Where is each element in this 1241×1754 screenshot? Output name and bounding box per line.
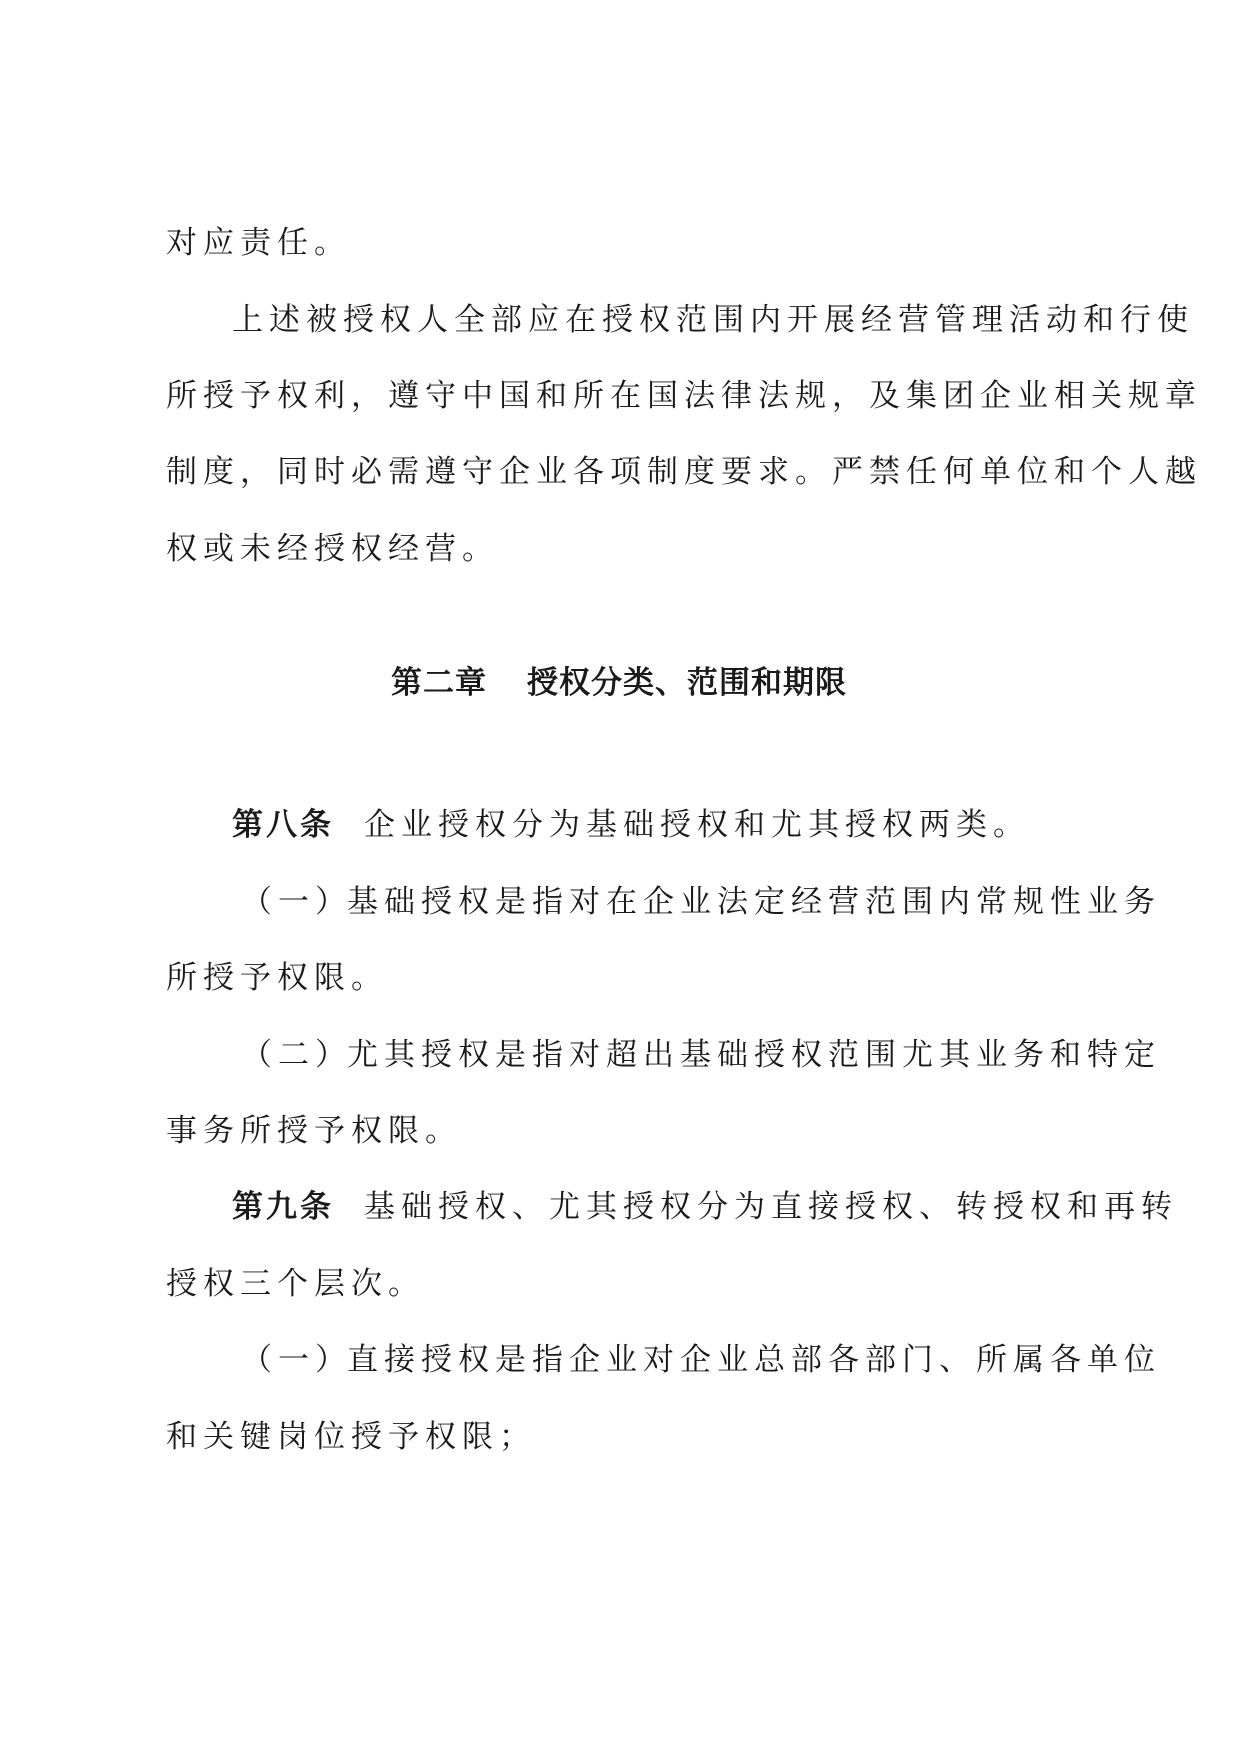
paragraph-line: 所授予权利，遵守中国和所在国法律法规，及集团企业相关规章 [166,378,1202,414]
chapter-heading [391,663,847,703]
article-label: 第九条 [232,1189,334,1225]
chapter-number: 第二章 [391,665,487,701]
paragraph-line: 事务所授予权限。 [166,1113,462,1149]
paragraph-line: 授权三个层次。 [166,1266,425,1302]
list-item-line: （一） 基础授权是指对在企业法定经营范围内常规性业务 [241,884,1161,920]
paragraph-line: 权或未经授权经营。 [166,531,499,567]
chapter-title: 授权分类、范围和期限 [527,665,847,701]
article-8-line: 第八条 企业授权分为基础授权和尤其授权两类。 [232,807,1030,843]
paragraph-line: 制度，同时必需遵守企业各项制度要求。严禁任何单位和个人越 [166,454,1202,490]
article-9-line: 第九条 基础授权、尤其授权分为直接授权、转授权和再转 [232,1189,1178,1225]
list-marker: （一） [241,1342,352,1378]
paragraph-line: 和关键岗位授予权限； [166,1419,536,1455]
list-item-line: （一） 直接授权是指企业对企业总部各部门、所属各单位 [241,1342,1161,1378]
list-marker: （二） [241,1037,352,1073]
list-marker: （一） [241,884,352,920]
paragraph-line: 所授予权限。 [166,960,388,996]
paragraph-line: 对应责任。 [166,225,351,261]
paragraph-line: 上述被授权人全部应在授权范围内开展经营管理活动和行使 [232,302,1194,338]
article-label: 第八条 [232,807,334,843]
list-item-line: （二） 尤其授权是指对超出基础授权范围尤其业务和特定 [241,1037,1161,1073]
